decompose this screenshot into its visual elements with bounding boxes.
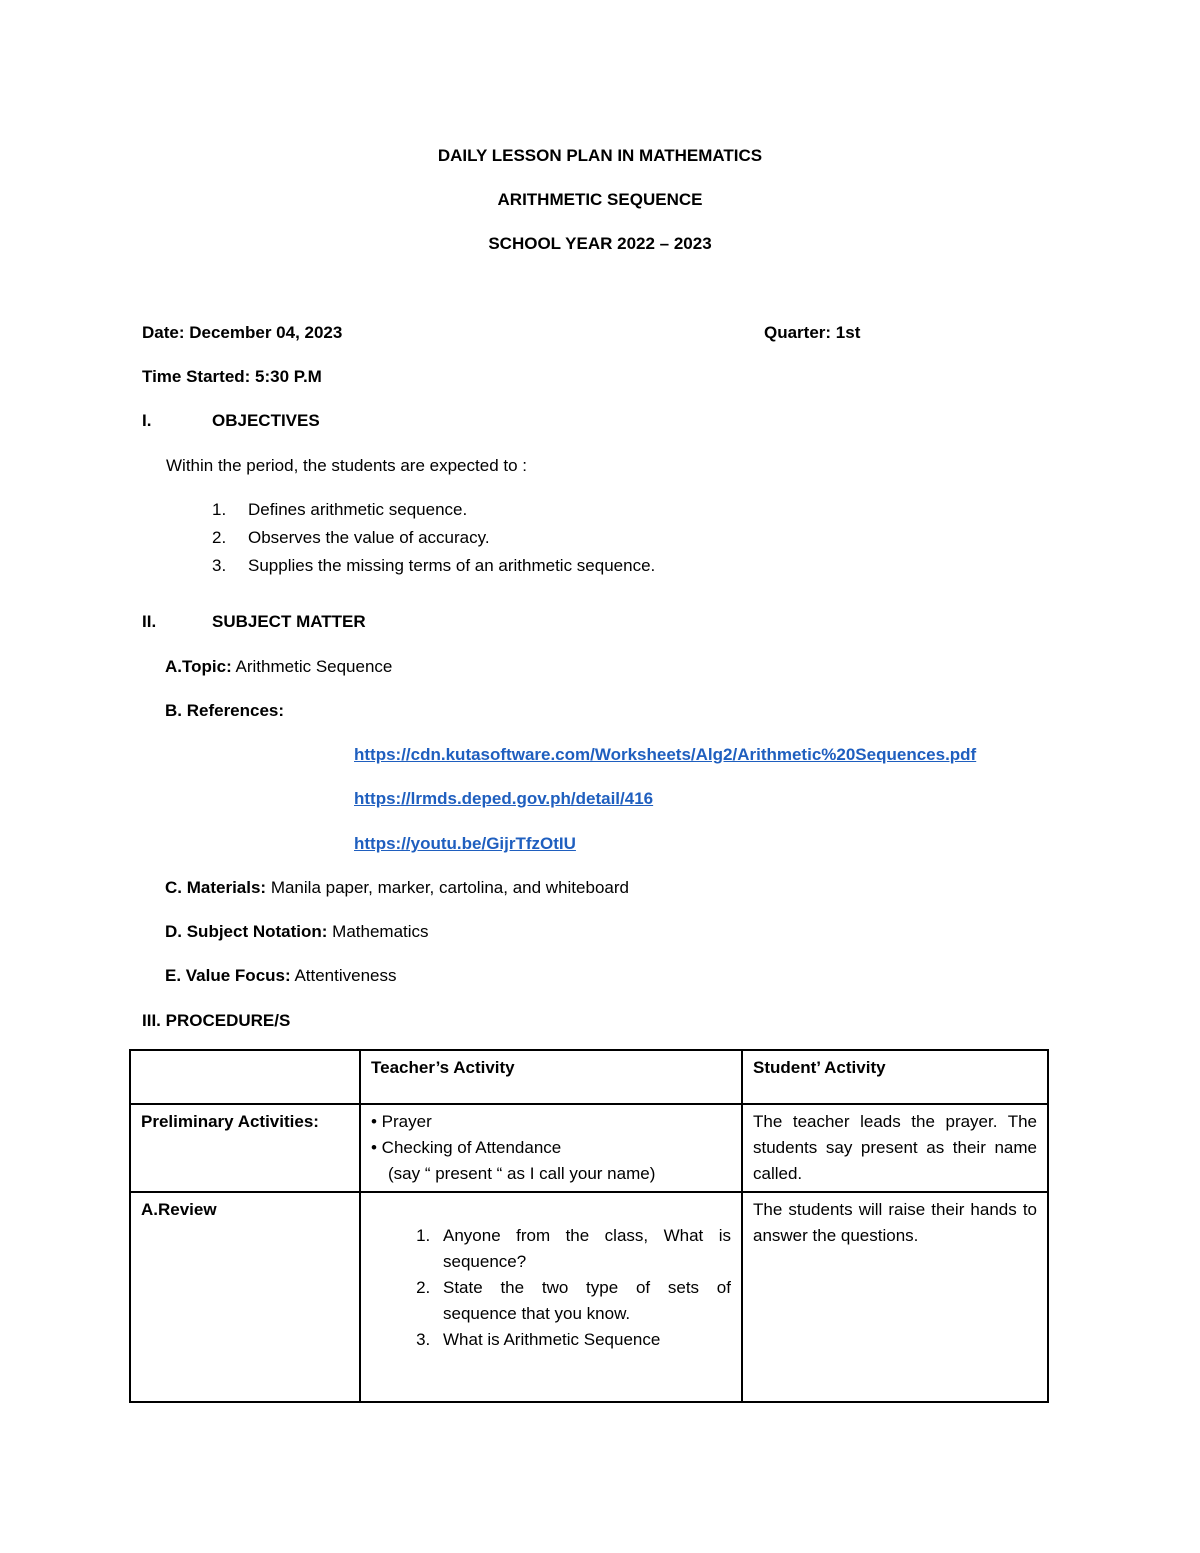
table-header-cell [130,1050,360,1104]
objective-text: Defines arithmetic sequence. [248,500,468,519]
subject-matter-heading: SUBJECT MATTER [212,612,366,631]
reference-link-text[interactable]: https://lrmds.deped.gov.ph/detail/416 [354,789,654,808]
procedure-table [129,1049,1049,1403]
objective-number: 1. [212,500,227,519]
table-header-row [130,1050,1048,1104]
notation-value: Mathematics [327,922,429,941]
table-header-cell: Teacher’s Activity [360,1050,742,1104]
topic-line [165,657,392,677]
materials-label: C. Materials: [165,878,267,897]
procedure-heading: III. PROCEDURE/S [142,1011,291,1030]
review-questions-list [371,1223,731,1353]
list-item: 1. Anyone from the class, What is sequence? [435,1223,731,1275]
row-label: A.Review [130,1192,360,1402]
teacher-note: (say “ present “ as I call your name) [388,1164,656,1183]
subject-matter-numeral: II. [142,612,157,631]
topic-label: A.Topic: [165,657,232,676]
reference-link-kutasoftware[interactable] [354,745,976,765]
teacher-activity-cell [360,1104,742,1192]
value-focus-value: Attentiveness [290,966,397,985]
objectives-intro: Within the period, the students are expected to : [166,456,527,475]
student-activity-cell: The students will raise their hands to answer the questions. [742,1192,1048,1402]
references-label: B. References: [165,701,285,720]
school-year: SCHOOL YEAR 2022 – 2023 [488,234,712,253]
reference-link-text[interactable]: https://cdn.kutasoftware.com/Worksheets/Alg2/Arithmetic%20Sequences.pdf [354,745,977,764]
list-item: 2. State the two type of sets of sequence that you know. [435,1275,731,1327]
objectives-numeral: I. [142,411,152,430]
reference-link-lrmds[interactable] [354,789,653,809]
teacher-activity-cell [360,1192,742,1402]
reference-link-text[interactable]: https://youtu.be/GijrTfzOtIU [354,834,576,853]
materials-value: Manila paper, marker, cartolina, and whiteboard [266,878,629,897]
objectives-heading: OBJECTIVES [212,411,320,430]
list-item: 3. What is Arithmetic Sequence [435,1327,731,1353]
table-row [130,1192,1048,1402]
table-header-cell: Student’ Activity [742,1050,1048,1104]
list-item: • Checking of Attendance [371,1138,562,1157]
table-row [130,1104,1048,1192]
time-started-line: Time Started: 5:30 P.M [142,367,322,386]
document-subtitle: ARITHMETIC SEQUENCE [497,190,703,209]
notation-label: D. Subject Notation: [165,922,328,941]
objective-number: 2. [212,528,227,547]
objective-number: 3. [212,556,227,575]
document-title: DAILY LESSON PLAN IN MATHEMATICS [437,146,763,165]
notation-line [165,922,429,942]
objective-text: Observes the value of accuracy. [248,528,490,547]
quarter-line: Quarter: 1st [764,323,861,342]
row-label: Preliminary Activities: [130,1104,360,1192]
topic-value: Arithmetic Sequence [231,657,393,676]
materials-line [165,878,629,898]
student-activity-cell: The teacher leads the prayer. The students say present as their name called. [742,1104,1048,1192]
value-focus-line [165,966,397,986]
objective-text: Supplies the missing terms of an arithmetic sequence. [248,556,656,575]
reference-link-youtube[interactable] [354,834,576,854]
date-line: Date: December 04, 2023 [142,323,343,342]
value-focus-label: E. Value Focus: [165,966,291,985]
list-item: • Prayer [371,1112,432,1131]
